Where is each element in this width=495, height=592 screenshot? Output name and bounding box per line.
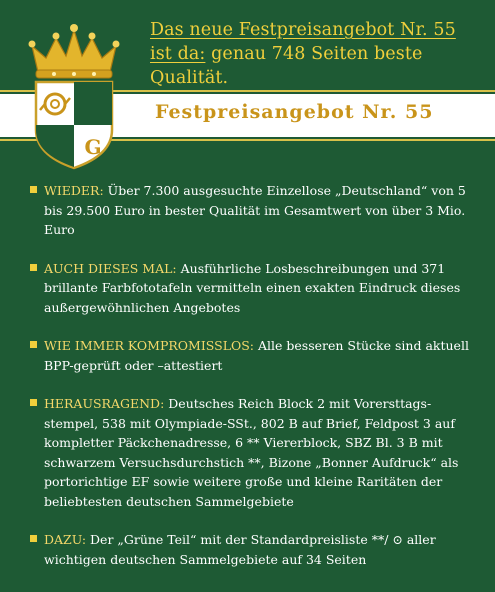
bullet-square-icon [30,341,37,348]
headline [150,18,490,90]
crown-icon [29,24,120,78]
bullet-square-icon [30,264,37,271]
headline-line1: Das neue Festpreisangebot Nr. 55 [150,20,456,40]
list-item-lead: WIEDER: [44,183,104,198]
list-item-lead: WIE IMMER KOMPROMISSLOS: [44,338,255,353]
list-item-lead: AUCH DIESES MAL: [44,260,177,276]
list-item-text: Alle besseren Stücke sind aktuell BPP-geprüft oder –attestiert [44,338,469,373]
list-item [30,336,480,375]
bullet-square-icon [30,186,37,193]
list-item-text: Deutsches Reich Block 2 mit Vorersttags-stempel, 538 mit Olympiade-SSt., 802 B auf Brief, Feldpost 3 auf kompletter Päckchenadresse, 6 ** Viererblock, SBZ Bl. 3 B mit schwarzem Versuchsdurchstich **, Bizone „Bonner Aufdruck“ als portorichtige EF sowie weitere große und kleine Raritäten der beliebtesten deutschen Sammelgebiete [44,396,459,509]
list-item-lead: DAZU: [44,532,87,547]
headline-line2-rest: genau 748 Seiten beste Qualität. [150,44,423,88]
list-item [30,259,480,318]
coat-of-arms-logo [24,20,124,170]
list-item-text: Über 7.300 ausgesuchte Einzellose „Deutschland“ von 5 bis 29.500 Euro in bester Qualität im Gesamtwert von über 3 Mio. Euro [44,183,466,237]
list-item-text: Ausführliche Losbeschreibungen und 371 brillante Farbfototafeln vermitteln einen exakten Eindruck dieses außergewöhnlichen Angebotes [44,260,461,315]
headline-line2-lead: ist da: [150,44,206,64]
list-item [30,181,480,240]
bullet-square-icon [30,535,37,542]
list-item-text: Der „Grüne Teil“ mit der Standardpreisliste **/ ⊙ aller wichtigen deutschen Sammelgebiete auf 34 Seiten [44,532,436,567]
list-item [30,530,480,569]
list-item-lead: HERAUSRAGEND: [44,396,165,411]
bullet-square-icon [30,399,37,406]
list-item [30,394,480,511]
feature-list [30,181,480,588]
logo-letter: G [84,135,102,159]
banner-title: Festpreisangebot Nr. 55 [155,101,434,123]
